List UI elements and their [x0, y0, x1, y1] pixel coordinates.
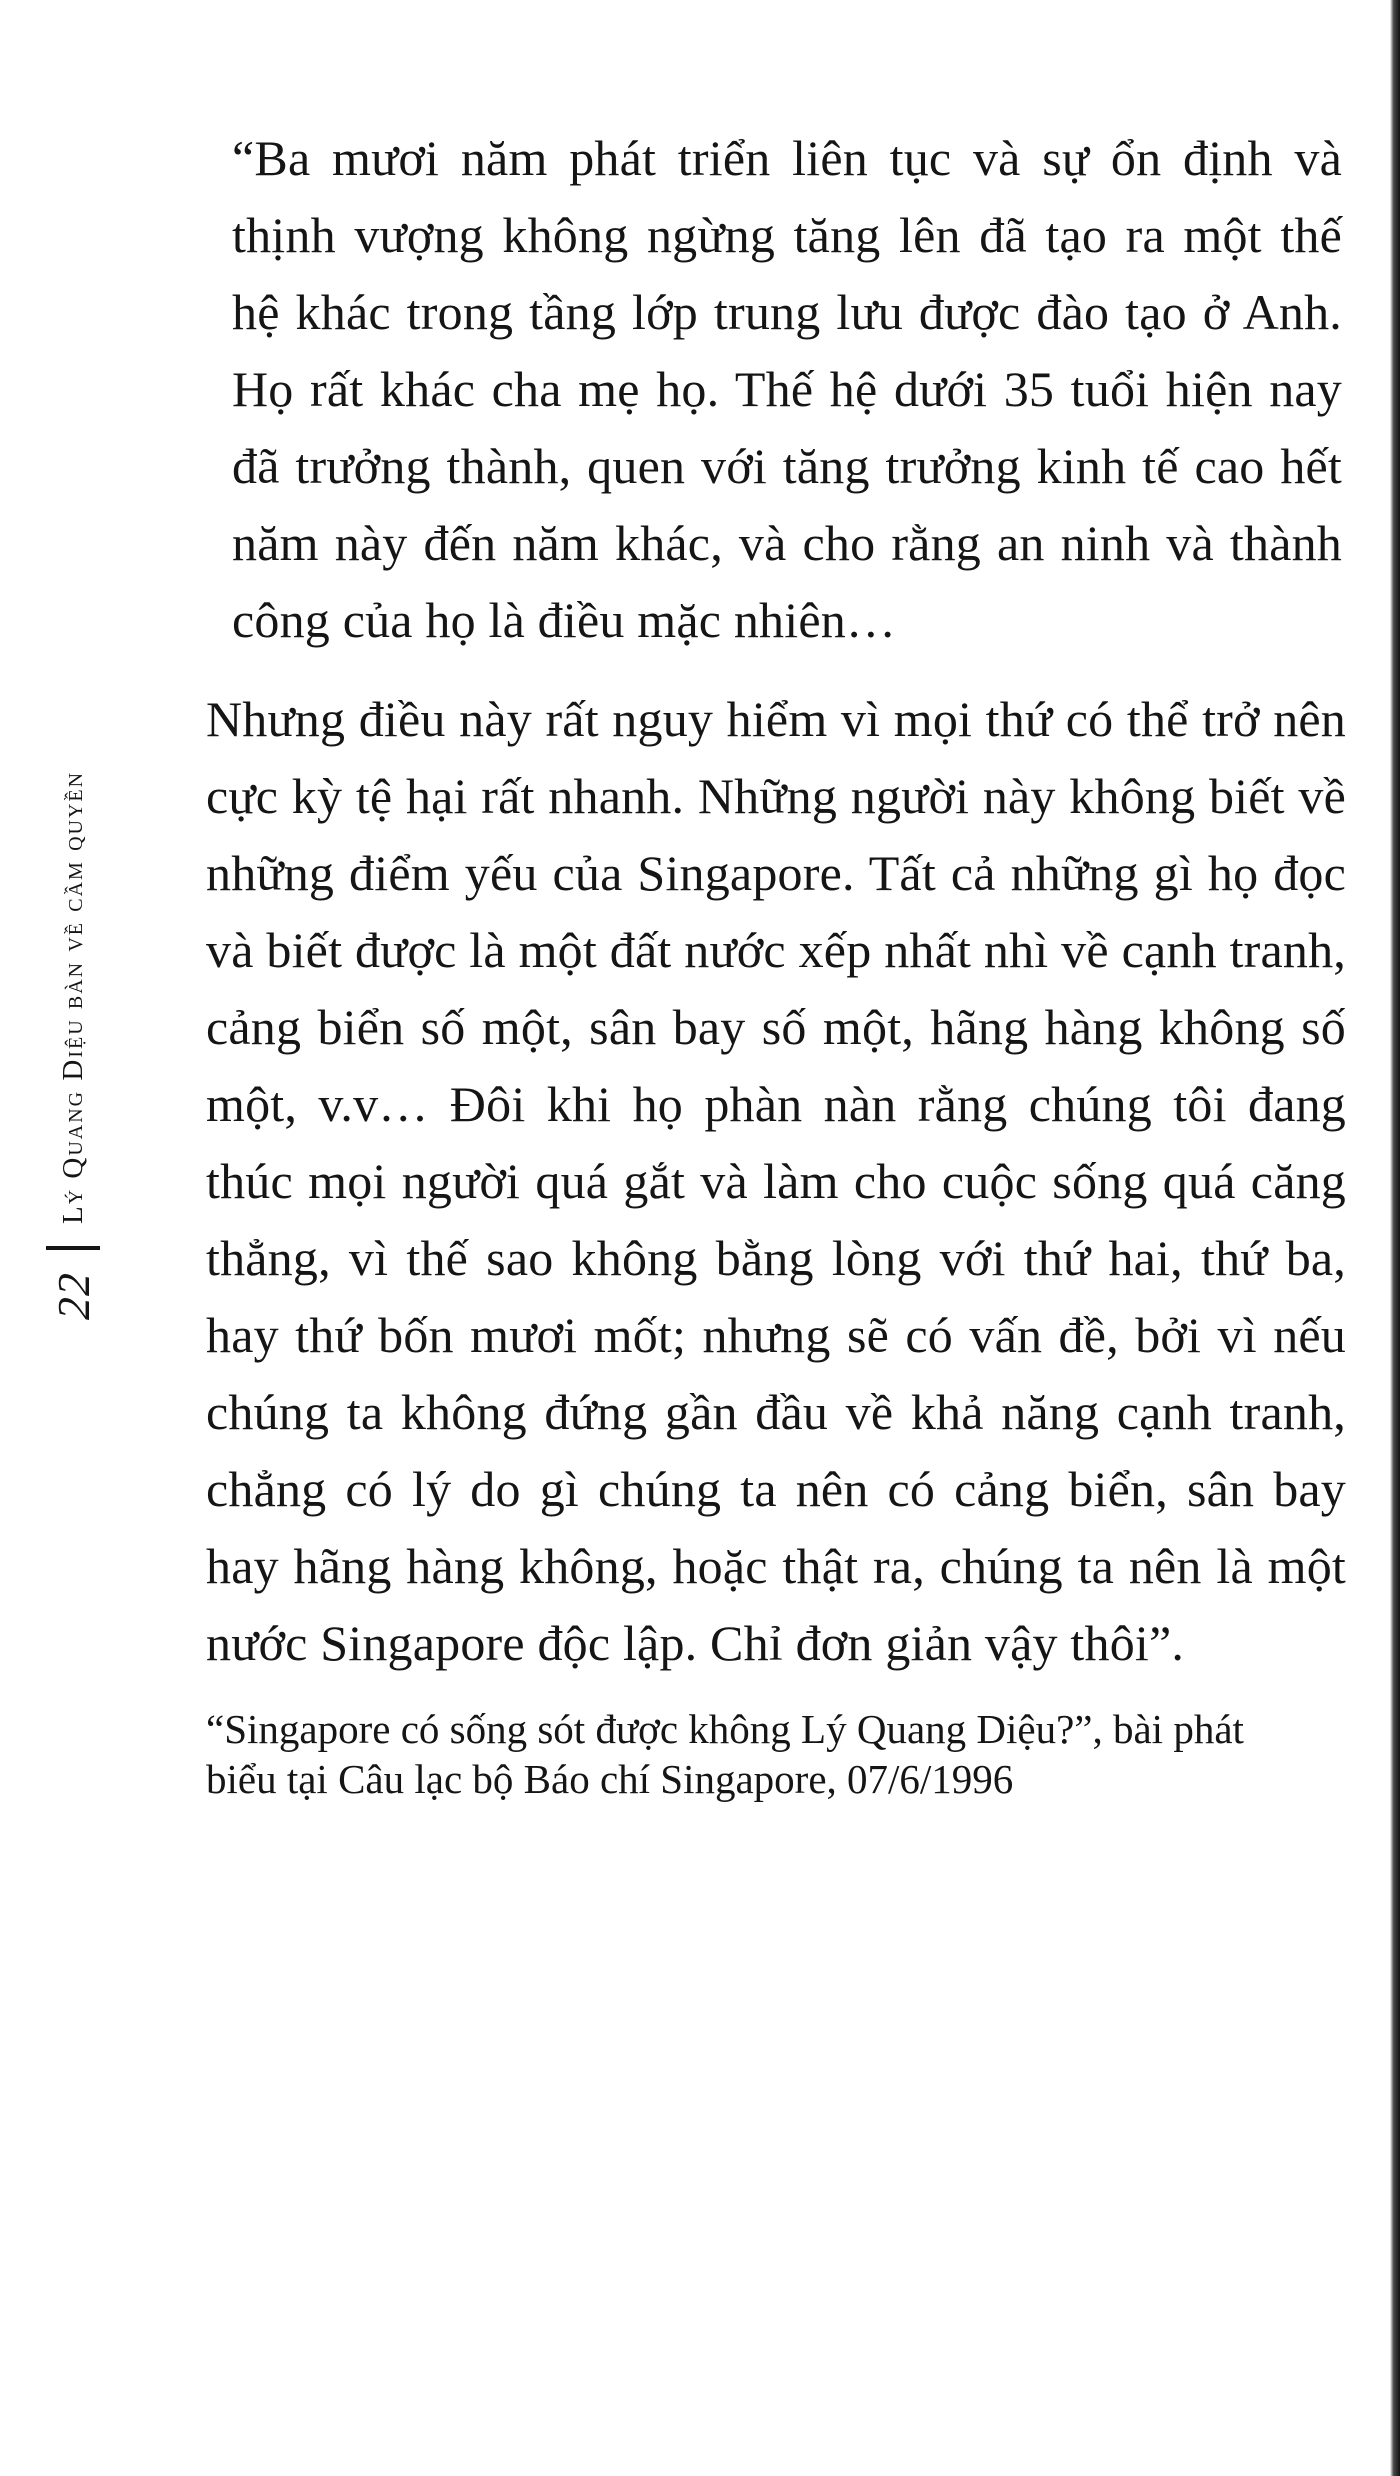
- quote-text-block: [206, 120, 1346, 1804]
- running-header: [28, 560, 118, 1320]
- quote-paragraph-1: “Ba mươi năm phát triển liên tục và sự ổn định và thịnh vượng không ngừng tăng lên đã tạo ra một thế hệ khác trong tầng lớp trung lưu được đào tạo ở Anh. Họ rất khác cha mẹ họ. Thế hệ dưới 35 tuổi hiện nay đã trưởng thành, quen với tăng trưởng kinh tế cao hết năm này đến năm khác, và cho rằng an ninh và thành công của họ là điều mặc nhiên…: [232, 130, 1342, 648]
- book-title: Lý Quang Diệu bàn về cầm quyền: [56, 770, 89, 1224]
- page-number: 22: [47, 1272, 99, 1320]
- header-divider: [46, 1246, 100, 1250]
- quote-paragraph-2: Nhưng điều này rất nguy hiểm vì mọi thứ có thể trở nên cực kỳ tệ hại rất nhanh. Những người này không biết về những điểm yếu của Singapore. Tất cả những gì họ đọc và biết được là một đất nước xếp nhất nhì về cạnh tranh, cảng biển số một, sân bay số một, hãng hàng không số một, v.v… Đôi khi họ phàn nàn rằng chúng tôi đang thúc mọi người quá gắt và làm cho cuộc sống quá căng thẳng, vì thế sao không bằng lòng với thứ hai, thứ ba, hay thứ bốn mươi mốt; nhưng sẽ có vấn đề, bởi vì nếu chúng ta không đứng gần đầu về khả năng cạnh tranh, chẳng có lý do gì chúng ta nên có cảng biển, sân bay hay hãng hàng không, hoặc thật ra, chúng ta nên là một nước Singapore độc lập. Chỉ đơn giản vậy thôi”.: [206, 691, 1346, 1671]
- source-citation: “Singapore có sống sót được không Lý Quang Diệu?”, bài phát biểu tại Câu lạc bộ Báo chí Singapore, 07/6/1996: [206, 1706, 1244, 1802]
- page-binding-edge: [1390, 0, 1400, 2476]
